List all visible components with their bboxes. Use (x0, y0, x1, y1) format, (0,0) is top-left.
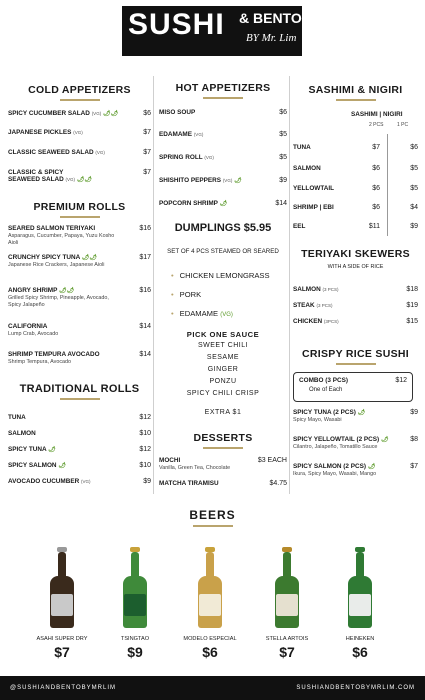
beer-bottle-icon (120, 536, 150, 628)
logo (122, 6, 302, 56)
sauce-option: SESAME (206, 354, 240, 361)
sauce-option: SWEET CHILI (197, 342, 249, 349)
column-divider (289, 76, 290, 494)
nigiri-count: 1 PC (397, 122, 409, 128)
footer-handle: @SUSHIANDBENTOBYMRLIM (10, 685, 116, 691)
dumplings-title: DUMPLINGS $5.95 (174, 222, 272, 234)
logo-main: SUSHI (128, 8, 225, 41)
cold-appetizers-title: COLD APPETIZERS (8, 84, 151, 101)
sashimi-nigiri-header: SASHIMI | NIGIRI (351, 111, 403, 118)
chili-icon: 🌶🌶 (59, 288, 75, 294)
beer-name: ASAHI SUPER DRY (36, 636, 88, 642)
beer-bottle-icon (195, 536, 225, 628)
footer (0, 676, 425, 700)
dumplings-subtitle: SET OF 4 PCS STEAMED OR SEARED (167, 248, 279, 255)
sashimi-count: 2 PCS (369, 122, 384, 128)
logo-bento: & BENTO (239, 10, 302, 26)
chili-icon: 🌶 (58, 463, 66, 469)
logo-by: BY Mr. Lim (246, 32, 297, 44)
column-divider (387, 134, 388, 236)
chili-icon: 🌶 (219, 201, 228, 207)
beer-name: STELLA ARTOIS (265, 636, 309, 642)
beer-bottle-icon (47, 536, 77, 628)
crispy-rice-title: CRISPY RICE SUSHI (293, 348, 418, 365)
chili-icon: 🌶 (357, 410, 366, 416)
chili-icon: 🌶 (234, 178, 242, 184)
column-divider (153, 76, 154, 494)
desserts-title: DESSERTS (159, 432, 287, 449)
header (0, 0, 425, 66)
footer-website: SUSHIANDBENTOBYMRLIM.COM (296, 685, 415, 691)
chili-icon: 🌶🌶 (76, 177, 93, 183)
chili-icon: 🌶 (48, 447, 56, 453)
beer-name: MODELO ESPECIAL (183, 636, 237, 642)
dumpling-option: • PORK (171, 290, 201, 299)
beer-price: $6 (352, 644, 368, 660)
teriyaki-subtitle: WITH A SIDE OF RICE (327, 264, 384, 270)
beer-bottle-icon (272, 536, 302, 628)
beer-name: HEINEKEN (345, 636, 375, 642)
traditional-rolls-title: TRADITIONAL ROLLS (8, 383, 151, 400)
beer-bottle-icon (345, 536, 375, 628)
combo-box: COMBO (3 PCS) $12 One of Each (293, 372, 413, 402)
beer-name: TSINGTAO (120, 636, 150, 642)
chili-icon: 🌶🌶 (102, 111, 119, 117)
sashimi-title: SASHIMI & NIGIRI (293, 84, 418, 101)
beer-price: $9 (127, 644, 143, 660)
teriyaki-title: TERIYAKI SKEWERS (301, 248, 410, 260)
beer-price: $6 (202, 644, 218, 660)
sauce-option: GINGER (207, 366, 239, 373)
chili-icon: 🌶🌶 (81, 255, 97, 261)
beer-price: $7 (279, 644, 295, 660)
combo-sub: One of Each (309, 387, 343, 393)
sauce-option: SPICY CHILI CRISP (186, 390, 260, 397)
beer-price: $7 (54, 644, 70, 660)
sauce-title: PICK ONE SAUCE (186, 330, 260, 339)
beers-title: BEERS (0, 508, 425, 527)
chili-icon: 🌶 (380, 437, 389, 443)
sauce-option: PONZU (209, 378, 237, 385)
premium-rolls-title: PREMIUM ROLLS (8, 201, 151, 218)
chili-icon: 🌶 (367, 464, 376, 470)
dumpling-option: • EDAMAME (VG) (171, 309, 233, 318)
extra-charge: EXTRA $1 (204, 409, 242, 416)
hot-appetizers-title: HOT APPETIZERS (159, 82, 287, 99)
dumpling-option: • CHICKEN LEMONGRASS (171, 271, 270, 280)
